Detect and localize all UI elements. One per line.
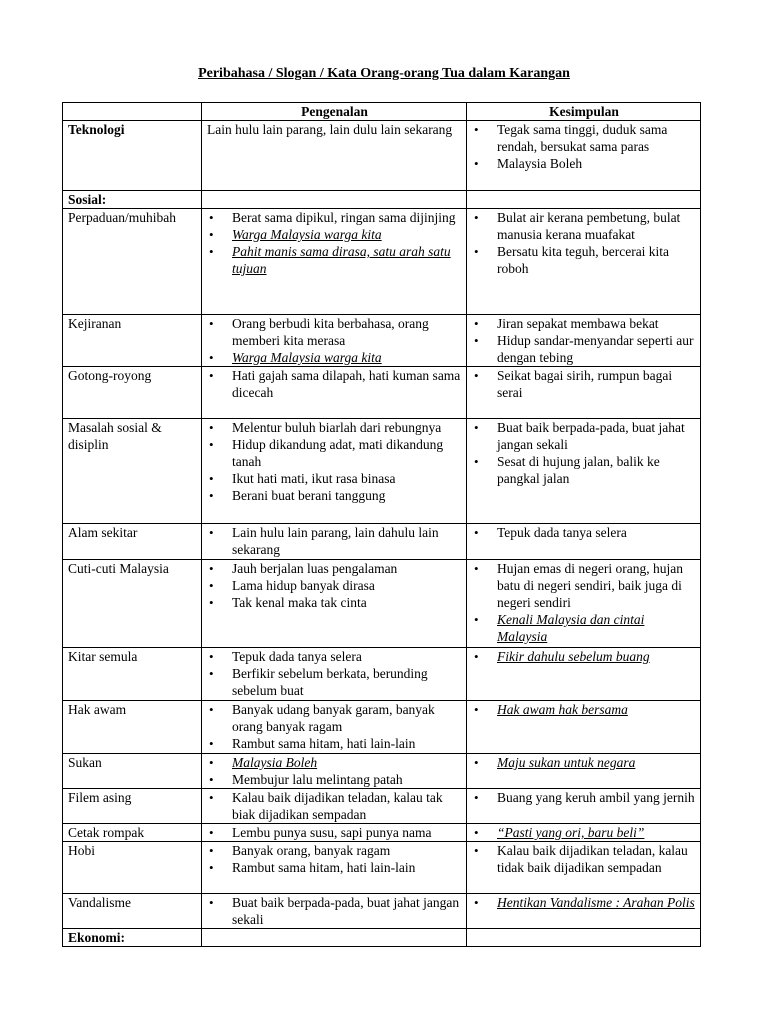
slogan-text: Pahit manis sama dirasa, satu arah satu tujuan xyxy=(232,244,451,276)
pengenalan-cell xyxy=(202,894,467,929)
proverb-text: Orang berbudi kita berbahasa, orang memberi kita merasa xyxy=(232,316,429,348)
pengenalan-cell xyxy=(202,789,467,824)
list-item xyxy=(472,315,696,332)
bullet-list xyxy=(472,894,696,911)
kesimpulan-cell xyxy=(467,648,701,701)
bullet-list xyxy=(472,754,696,771)
list-item xyxy=(207,209,462,226)
list-item xyxy=(207,243,462,277)
list-item xyxy=(472,155,696,172)
row-category: Ekonomi: xyxy=(63,929,202,947)
bullet-list xyxy=(207,419,462,504)
table-row xyxy=(63,789,701,824)
pengenalan-cell xyxy=(202,842,467,894)
table-row xyxy=(63,894,701,929)
pengenalan-cell xyxy=(202,824,467,842)
kesimpulan-cell xyxy=(467,191,701,209)
bullet-list xyxy=(472,560,696,645)
bullet-list xyxy=(207,842,462,876)
proverb-text: Berani buat berani tanggung xyxy=(232,488,386,503)
slogan-text: Kenali Malaysia dan cintai Malaysia xyxy=(497,612,645,644)
proverb-text: Tepuk dada tanya selera xyxy=(232,649,362,664)
kesimpulan-cell xyxy=(467,315,701,367)
proverb-text: Jiran sepakat membawa bekat xyxy=(497,316,659,331)
list-item xyxy=(472,611,696,645)
table-row xyxy=(63,191,701,209)
slogan-text: Warga Malaysia warga kita xyxy=(232,227,382,242)
list-item xyxy=(207,754,462,771)
list-item xyxy=(207,367,462,401)
list-item xyxy=(472,243,696,277)
bullet-list xyxy=(472,367,696,401)
row-category: Hak awam xyxy=(63,701,202,754)
bullet-list xyxy=(472,842,696,876)
proverb-text: Hidup sandar-menyandar seperti aur dengan tebing xyxy=(497,333,694,365)
pengenalan-cell xyxy=(202,929,467,947)
kesimpulan-cell xyxy=(467,701,701,754)
proverb-text: Hujan emas di negeri orang, hujan batu di negeri sendiri, baik juga di negeri sendiri xyxy=(497,561,683,610)
bullet-list xyxy=(207,560,462,611)
bullet-list xyxy=(472,524,696,541)
kesimpulan-cell xyxy=(467,524,701,560)
list-item xyxy=(207,701,462,735)
proverb-text: Lama hidup banyak dirasa xyxy=(232,578,375,593)
list-item xyxy=(472,524,696,541)
list-item xyxy=(472,648,696,665)
table-row xyxy=(63,929,701,947)
bullet-list xyxy=(472,701,696,718)
row-category: Masalah sosial & disiplin xyxy=(63,419,202,524)
table-row xyxy=(63,367,701,419)
list-item xyxy=(207,524,462,558)
bullet-list xyxy=(207,824,462,841)
proverb-text: Kalau baik dijadikan teladan, kalau tidak baik dijadikan sempadan xyxy=(497,843,688,875)
slogan-text: Warga Malaysia warga kita xyxy=(232,350,382,365)
row-category: Sosial: xyxy=(63,191,202,209)
list-item xyxy=(207,771,462,788)
proverb-text: Banyak udang banyak garam, banyak orang banyak ragam xyxy=(232,702,435,734)
list-item xyxy=(472,419,696,453)
row-category: Sukan xyxy=(63,754,202,789)
list-item xyxy=(207,842,462,859)
proverb-text: Berat sama dipikul, ringan sama dijinjing xyxy=(232,210,456,225)
table-row xyxy=(63,560,701,648)
kesimpulan-cell xyxy=(467,929,701,947)
row-category: Kitar semula xyxy=(63,648,202,701)
header-category xyxy=(63,103,202,121)
header-pengenalan: Pengenalan xyxy=(202,103,467,121)
kesimpulan-cell xyxy=(467,894,701,929)
bullet-list xyxy=(472,121,696,172)
list-item xyxy=(472,824,696,841)
list-item xyxy=(207,315,462,349)
proverb-text: Membujur lalu melintang patah xyxy=(232,772,403,787)
list-item xyxy=(472,754,696,771)
list-item xyxy=(472,332,696,366)
row-category: Teknologi xyxy=(63,121,202,191)
bullet-list xyxy=(472,315,696,366)
cell-text: Lain hulu lain parang, lain dulu lain sekarang xyxy=(207,122,453,137)
list-item xyxy=(207,487,462,504)
slogan-text: Hak awam hak bersama xyxy=(497,702,628,717)
proverb-text: Tepuk dada tanya selera xyxy=(497,525,627,540)
row-category: Perpaduan/muhibah xyxy=(63,209,202,315)
proverb-text: Buat baik berpada-pada, buat jahat jangan sekali xyxy=(232,895,460,927)
header-row xyxy=(63,103,701,121)
proverb-table xyxy=(62,102,701,947)
bullet-list xyxy=(472,789,696,806)
pengenalan-cell xyxy=(202,648,467,701)
kesimpulan-cell xyxy=(467,560,701,648)
slogan-text: Maju sukan untuk negara xyxy=(497,755,636,770)
proverb-text: Lembu punya susu, sapi punya nama xyxy=(232,825,432,840)
pengenalan-cell xyxy=(202,524,467,560)
row-category: Alam sekitar xyxy=(63,524,202,560)
slogan-text: Fikir dahulu sebelum buang xyxy=(497,649,650,664)
proverb-text: Rambut sama hitam, hati lain-lain xyxy=(232,860,416,875)
proverb-text: Kalau baik dijadikan teladan, kalau tak biak dijadikan sempadan xyxy=(232,790,443,822)
list-item xyxy=(472,367,696,401)
list-item xyxy=(207,735,462,752)
bullet-list xyxy=(207,315,462,366)
proverb-text: Melentur buluh biarlah dari rebungnya xyxy=(232,420,442,435)
list-item xyxy=(207,648,462,665)
list-item xyxy=(472,121,696,155)
list-item xyxy=(207,665,462,699)
header-kesimpulan: Kesimpulan xyxy=(467,103,701,121)
slogan-text: Hentikan Vandalisme : Arahan Polis xyxy=(497,895,695,910)
row-category: Cuti-cuti Malaysia xyxy=(63,560,202,648)
table-row xyxy=(63,824,701,842)
proverb-text: Ikut hati mati, ikut rasa binasa xyxy=(232,471,396,486)
table-row xyxy=(63,701,701,754)
bullet-list xyxy=(472,209,696,277)
bullet-list xyxy=(207,209,462,277)
proverb-text: Bersatu kita teguh, bercerai kita roboh xyxy=(497,244,670,276)
table-row xyxy=(63,648,701,701)
kesimpulan-cell xyxy=(467,419,701,524)
list-item xyxy=(207,789,462,823)
kesimpulan-cell xyxy=(467,824,701,842)
row-category: Vandalisme xyxy=(63,894,202,929)
bullet-list xyxy=(207,367,462,401)
bullet-list xyxy=(472,824,696,841)
table-row xyxy=(63,842,701,894)
row-category: Cetak rompak xyxy=(63,824,202,842)
pengenalan-cell xyxy=(202,209,467,315)
row-category: Hobi xyxy=(63,842,202,894)
list-item xyxy=(472,894,696,911)
row-category: Gotong-royong xyxy=(63,367,202,419)
bullet-list xyxy=(207,648,462,699)
row-category: Kejiranan xyxy=(63,315,202,367)
proverb-text: Banyak orang, banyak ragam xyxy=(232,843,391,858)
bullet-list xyxy=(472,419,696,487)
list-item xyxy=(207,436,462,470)
proverb-text: Berfikir sebelum berkata, berunding sebelum buat xyxy=(232,666,428,698)
proverb-text: Hidup dikandung adat, mati dikandung tanah xyxy=(232,437,444,469)
kesimpulan-cell xyxy=(467,789,701,824)
proverb-text: Lain hulu lain parang, lain dahulu lain sekarang xyxy=(232,525,439,557)
kesimpulan-cell xyxy=(467,209,701,315)
list-item xyxy=(472,701,696,718)
list-item xyxy=(472,842,696,876)
list-item xyxy=(207,560,462,577)
proverb-text: Sesat di hujung jalan, balik ke pangkal jalan xyxy=(497,454,660,486)
kesimpulan-cell xyxy=(467,842,701,894)
pengenalan-cell xyxy=(202,419,467,524)
list-item xyxy=(472,789,696,806)
proverb-text: Rambut sama hitam, hati lain-lain xyxy=(232,736,416,751)
table-row xyxy=(63,754,701,789)
proverb-text: Malaysia Boleh xyxy=(497,156,583,171)
proverb-text: Tak kenal maka tak cinta xyxy=(232,595,367,610)
list-item xyxy=(207,894,462,928)
proverb-text: Tegak sama tinggi, duduk sama rendah, bersukat sama paras xyxy=(497,122,668,154)
proverb-text: Hati gajah sama dilapah, hati kuman sama dicecah xyxy=(232,368,461,400)
kesimpulan-cell xyxy=(467,121,701,191)
table-row xyxy=(63,121,701,191)
bullet-list xyxy=(207,701,462,752)
pengenalan-cell xyxy=(202,121,467,191)
pengenalan-cell xyxy=(202,560,467,648)
table-row xyxy=(63,419,701,524)
proverb-text: Seikat bagai sirih, rumpun bagai serai xyxy=(497,368,673,400)
kesimpulan-cell xyxy=(467,754,701,789)
pengenalan-cell xyxy=(202,754,467,789)
proverb-text: Buat baik berpada-pada, buat jahat jangan sekali xyxy=(497,420,685,452)
list-item xyxy=(207,419,462,436)
pengenalan-cell xyxy=(202,367,467,419)
list-item xyxy=(207,577,462,594)
pengenalan-cell xyxy=(202,701,467,754)
list-item xyxy=(207,470,462,487)
table-row xyxy=(63,524,701,560)
list-item xyxy=(207,859,462,876)
proverb-text: Bulat air kerana pembetung, bulat manusia kerana muafakat xyxy=(497,210,681,242)
bullet-list xyxy=(472,648,696,665)
list-item xyxy=(472,209,696,243)
list-item xyxy=(207,824,462,841)
bullet-list xyxy=(207,754,462,788)
list-item xyxy=(472,560,696,611)
list-item xyxy=(207,594,462,611)
pengenalan-cell xyxy=(202,315,467,367)
bullet-list xyxy=(207,894,462,928)
table-row xyxy=(63,315,701,367)
slogan-text: “Pasti yang ori, baru beli” xyxy=(497,825,645,840)
list-item xyxy=(472,453,696,487)
page-title: Peribahasa / Slogan / Kata Orang-orang Tua dalam Karangan xyxy=(198,66,570,81)
slogan-text: Malaysia Boleh xyxy=(232,755,318,770)
row-category: Filem asing xyxy=(63,789,202,824)
table-row xyxy=(63,209,701,315)
proverb-text: Jauh berjalan luas pengalaman xyxy=(232,561,398,576)
bullet-list xyxy=(207,789,462,823)
list-item xyxy=(207,349,462,366)
list-item xyxy=(207,226,462,243)
pengenalan-cell xyxy=(202,191,467,209)
proverb-text: Buang yang keruh ambil yang jernih xyxy=(497,790,695,805)
bullet-list xyxy=(207,524,462,558)
kesimpulan-cell xyxy=(467,367,701,419)
